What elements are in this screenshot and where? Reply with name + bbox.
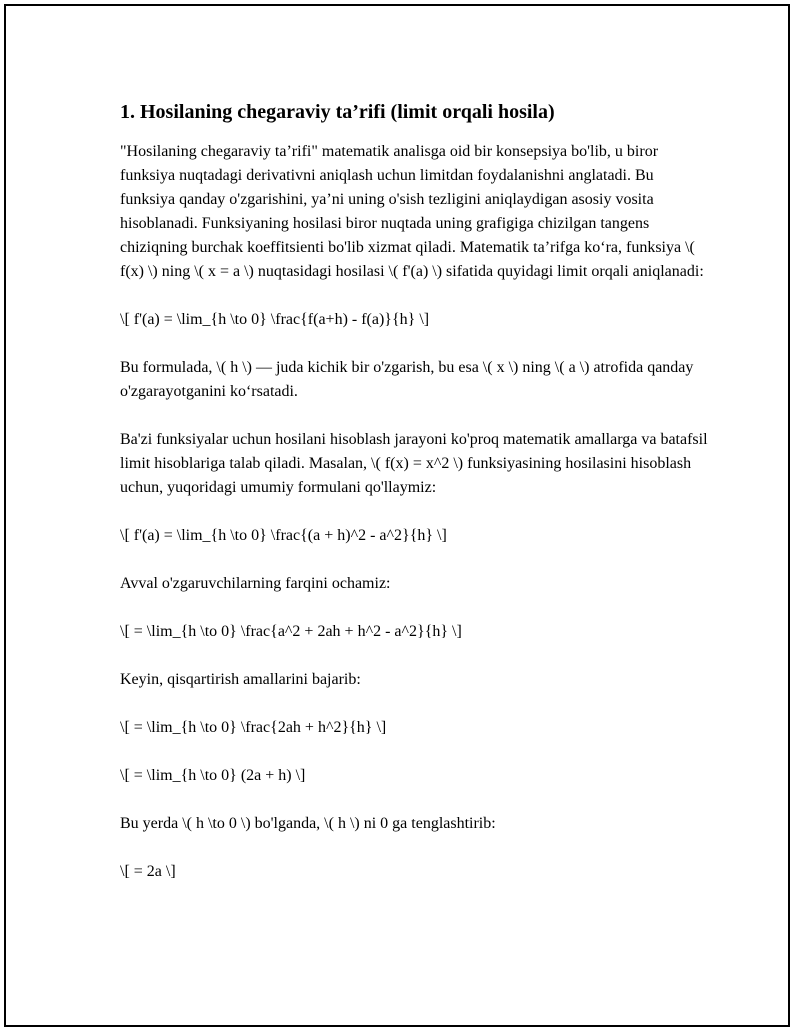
step-expand-text: Avval o'zgaruvchilarning farqini ochamiz: [120,575,391,592]
example-intro-paragraph: Ba'zi funksiyalar uchun hosilani hisoblash jarayoni ko'proq matematik amallarga va batafsil limit hisoblariga talab qiladi. Masalan, \( f(x) = x^2 \) funksiyasining hosilasini hisoblash uchun, yuqoridagi umumiy formulani qo'llaymiz: [120,431,708,496]
step-simplify-text: Keyin, qisqartirish amallarini bajarib: [120,671,361,688]
formula-explanation-paragraph: Bu formulada, \( h \) — juda kichik bir o'zgarish, bu esa \( x \) ning \( a \) atrofida qanday o'zgarayotganini ko‘rsatadi. [120,359,694,400]
document-body [120,98,710,908]
expanded-formula: \[ = \lim_{h \to 0} \frac{a^2 + 2ah + h^2 - a^2}{h} \] [120,623,462,640]
simplified-formula: \[ = \lim_{h \to 0} \frac{2ah + h^2}{h} \] [120,719,387,736]
intro-paragraph: "Hosilaning chegaraviy ta’rifi" matematik analisga oid bir konsepsiya bo'lib, u biror funksiya nuqtadagi derivativni aniqlash uchun limitdan foydalanishni anglatadi. Bu funksiya qanday o'zgarishini, ya’ni uning o'sish tezligini aniqlaydigan asosiy vosita hisoblanadi. Funksiyaning hosilasi biror nuqtada uning grafigiga chizilgan tangens chiziqning burchak koeffitsienti bo'lib xizmat qiladi. Matematik ta’rifga ko‘ra, funksiya \( f(x) \) ning \( x = a \) nuqtasidagi hosilasi \( f'(a) \) sifatida quyidagi limit orqali aniqlanadi: [120,143,704,280]
page-frame [4,4,790,1027]
step-limit-text: Bu yerda \( h \to 0 \) bo'lganda, \( h \) ni 0 ga tenglashtirib: [120,815,496,832]
section-heading: 1. Hosilaning chegaraviy ta’rifi (limit orqali hosila) [120,101,555,123]
result-formula: \[ = 2a \] [120,863,176,880]
reduced-formula: \[ = \lim_{h \to 0} (2a + h) \] [120,767,306,784]
derivative-limit-formula: \[ f'(a) = \lim_{h \to 0} \frac{f(a+h) - f(a)}{h} \] [120,311,430,328]
example-formula: \[ f'(a) = \lim_{h \to 0} \frac{(a + h)^2 - a^2}{h} \] [120,527,447,544]
